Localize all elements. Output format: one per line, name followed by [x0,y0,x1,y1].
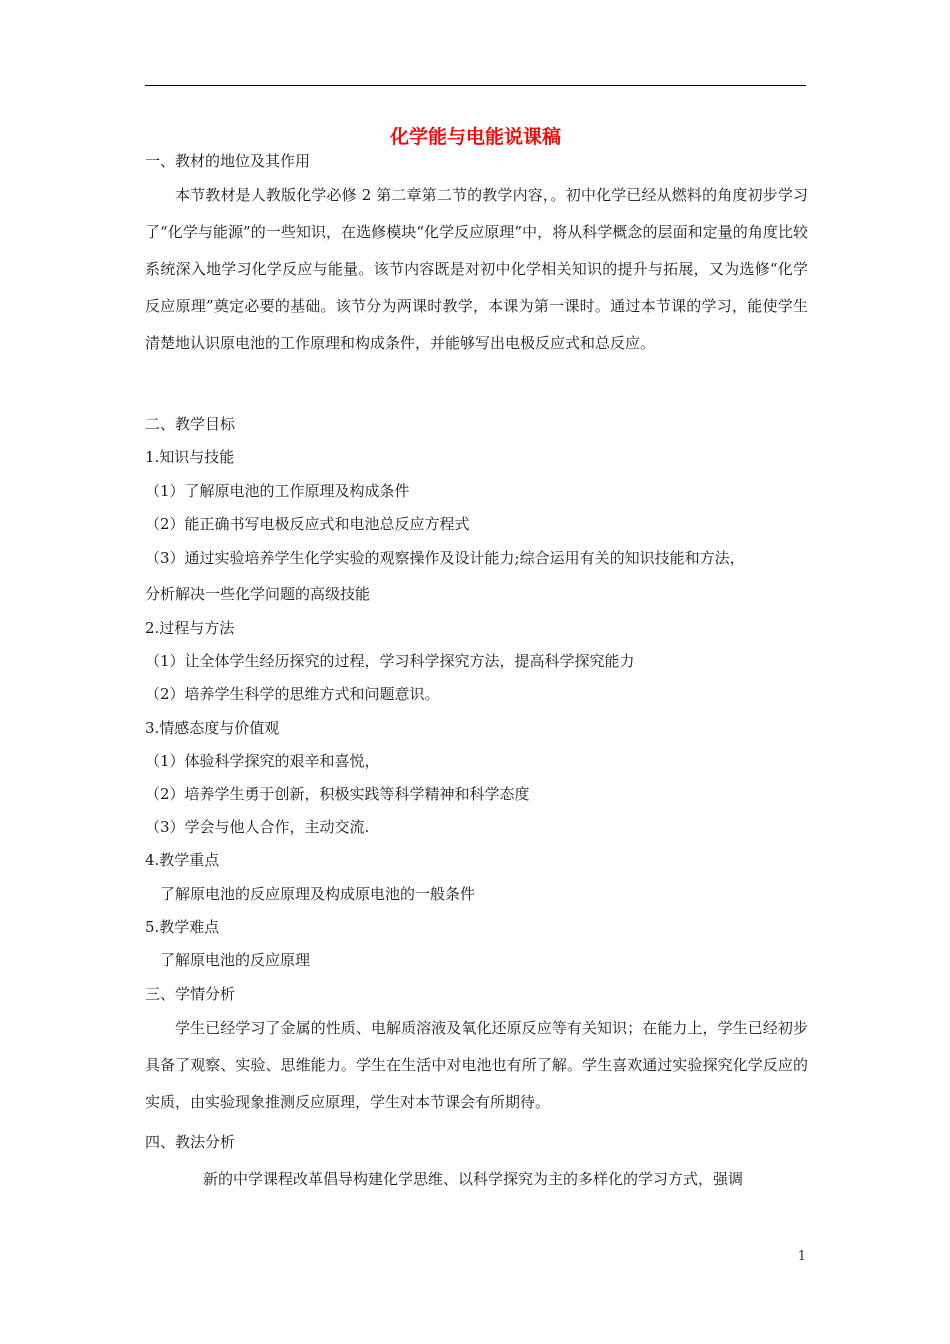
goal-item: （1）了解原电池的工作原理及构成条件 [145,482,410,500]
difficulty-text: 了解原电池的反应原理 [160,951,311,969]
goal-heading-process: 2.过程与方法 [145,619,235,637]
key-point-text: 了解原电池的反应原理及构成原电池的一般条件 [160,885,476,903]
section-4-paragraph: 新的中学课程改革倡导构建化学思维、以科学探究为主的多样化的学习方式，强调 [203,1170,744,1188]
goal-item: （2）能正确书写电极反应式和电池总反应方程式 [145,515,470,533]
goal-heading-knowledge: 1.知识与技能 [145,448,235,466]
document-title: 化学能与电能说课稿 [389,126,561,148]
goal-item: （1）让全体学生经历探究的过程，学习科学探究方法，提高科学探究能力 [145,652,635,670]
section-heading-1: 一、教材的地位及其作用 [145,152,311,170]
section-3-paragraph: 学生已经学习了金属的性质、电解质溶液及氧化还原反应等有关知识；在能力上，学生已经初步具备了观察、实验、思维能力。学生在生活中对电池也有所了解。学生喜欢通过实验探究化学反应的实质，由实验现象推测反应原理，学生对本节课会有所期待。 [145,1019,808,1111]
goal-item: （2）培养学生勇于创新，积极实践等科学精神和科学态度 [145,785,530,803]
section-heading-3: 三、学情分析 [145,985,236,1003]
goal-heading-key-point: 4.教学重点 [145,851,220,869]
goal-item: （2）培养学生科学的思维方式和问题意识。 [145,685,440,703]
goal-heading-difficulty: 5.教学难点 [145,918,220,936]
goal-item: （3）通过实验培养学生化学实验的观察操作及设计能力;综合运用有关的知识技能和方法， [145,549,745,567]
goal-heading-attitude: 3.情感态度与价值观 [145,719,280,737]
section-heading-4: 四、教法分析 [145,1133,236,1151]
page-number: 1 [797,1249,806,1264]
header-rule [145,85,806,86]
section-heading-2: 二、教学目标 [145,415,236,433]
goal-item-continuation: 分析解决一些化学问题的高级技能 [145,585,371,603]
goal-item: （3）学会与他人合作，主动交流. [145,818,370,836]
section-1-paragraph: 本节教材是人教版化学必修 2 第二章第二节的教学内容，。初中化学已经从燃料的角度初步学习了“化学与能源”的一些知识，在选修模块“化学反应原理”中，将从科学概念的层面和定量的角度比较系统深入地学习化学反应与能量。该节内容既是对初中化学相关知识的提升与拓展，又为选修“化学反应原理”奠定必要的基础。该节分为两课时教学，本课为第一课时。通过本节课的学习，能使学生清楚地认识原电池的工作原理和构成条件，并能够写出电极反应式和总反应。 [145,186,808,352]
goal-item: （1）体验科学探究的艰辛和喜悦， [145,752,380,770]
